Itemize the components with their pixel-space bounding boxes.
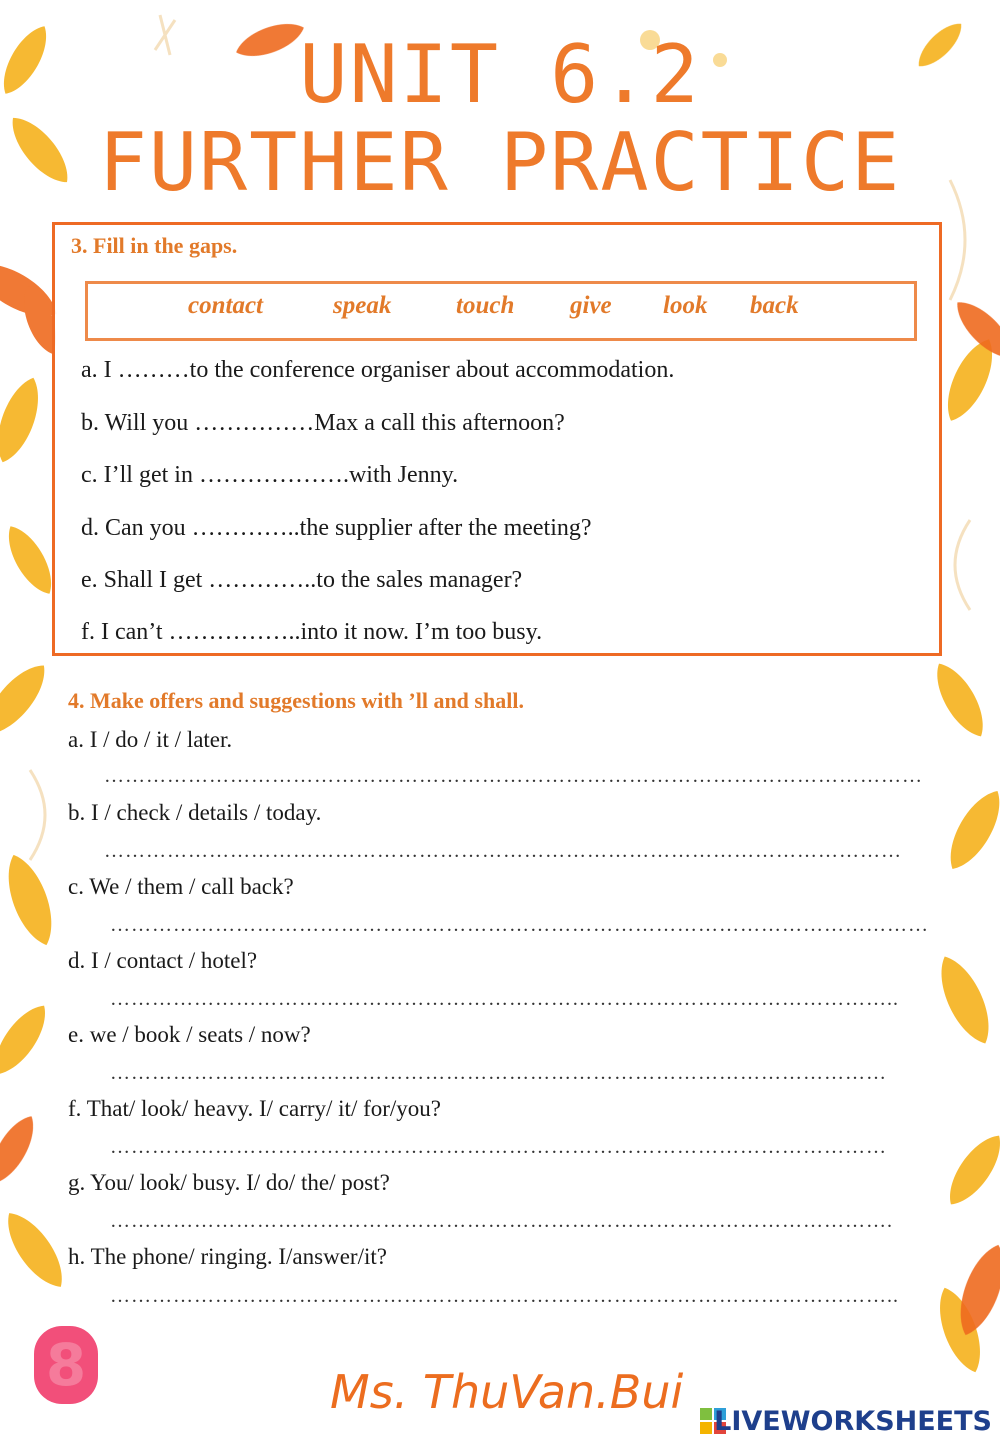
prompt-item: a. I / do / it / later. [68, 727, 233, 752]
page-number-badge [34, 1326, 98, 1404]
exercise-3-box [52, 222, 942, 656]
answer-line[interactable]: …………………………………………………………………………………………………… [104, 840, 902, 862]
prompt-item: b. I / check / details / today. [68, 800, 322, 825]
gap-sentence: b. Will you ……………Max a call this afternoon? [81, 410, 565, 436]
prompt-item: c. We / them / call back? [68, 874, 294, 899]
prompt-item: f. That/ look/ heavy. I/ carry/ it/ for/you? [68, 1096, 441, 1121]
prompt-item: d. I / contact / hotel? [68, 948, 258, 973]
exercise-4-heading: 4. Make offers and suggestions with ’ll and shall. [68, 688, 524, 713]
word-bank-item: contact [188, 292, 263, 319]
gap-sentence: e. Shall I get …………..to the sales manager? [81, 567, 523, 593]
prompt-item: h. The phone/ ringing. I/answer/it? [68, 1244, 387, 1269]
word-bank-item: back [750, 292, 799, 319]
answer-line[interactable]: ………………………………………………………………………………………………….. [110, 988, 899, 1010]
liveworksheets-brand[interactable]: LIVEWORKSHEETS [714, 1406, 992, 1437]
gap-sentence: a. I ………to the conference organiser about accommodation. [81, 357, 675, 383]
word-bank-item: touch [456, 292, 515, 319]
page-title-practice: FURTHER PRACTICE [98, 116, 902, 209]
word-bank [85, 281, 917, 341]
gap-sentence: f. I can’t ……………..into it now. I’m too busy. [81, 619, 543, 645]
answer-line[interactable]: ………………………………………………………………………………………………… [110, 1062, 887, 1084]
answer-line[interactable]: …………………………………………………………………………………………………. [110, 1210, 893, 1232]
prompt-item: e. we / book / seats / now? [68, 1022, 311, 1047]
answer-line[interactable]: ……………………………………………………………………………………………………… [110, 914, 929, 936]
answer-line[interactable]: ………………………………………………………………………………………………….. [110, 1285, 899, 1307]
word-bank-item: speak [333, 292, 392, 319]
word-bank-item: look [663, 292, 708, 319]
page-number: 8 [45, 1331, 87, 1399]
prompt-item: g. You/ look/ busy. I/ do/ the/ post? [68, 1170, 390, 1195]
answer-line[interactable]: ……………………………………………………………………………………………………… [104, 765, 923, 787]
author-signature: Ms. ThuVan.Bui [330, 1365, 684, 1419]
page-title-unit: UNIT 6.2 [299, 28, 701, 121]
exercise-3-heading: 3. Fill in the gaps. [71, 233, 238, 258]
gap-sentence: c. I’ll get in ……………….with Jenny. [81, 462, 459, 488]
answer-line[interactable]: ………………………………………………………………………………………………… [110, 1136, 887, 1158]
word-bank-item: give [570, 292, 612, 319]
gap-sentence: d. Can you …………..the supplier after the meeting? [81, 515, 592, 541]
